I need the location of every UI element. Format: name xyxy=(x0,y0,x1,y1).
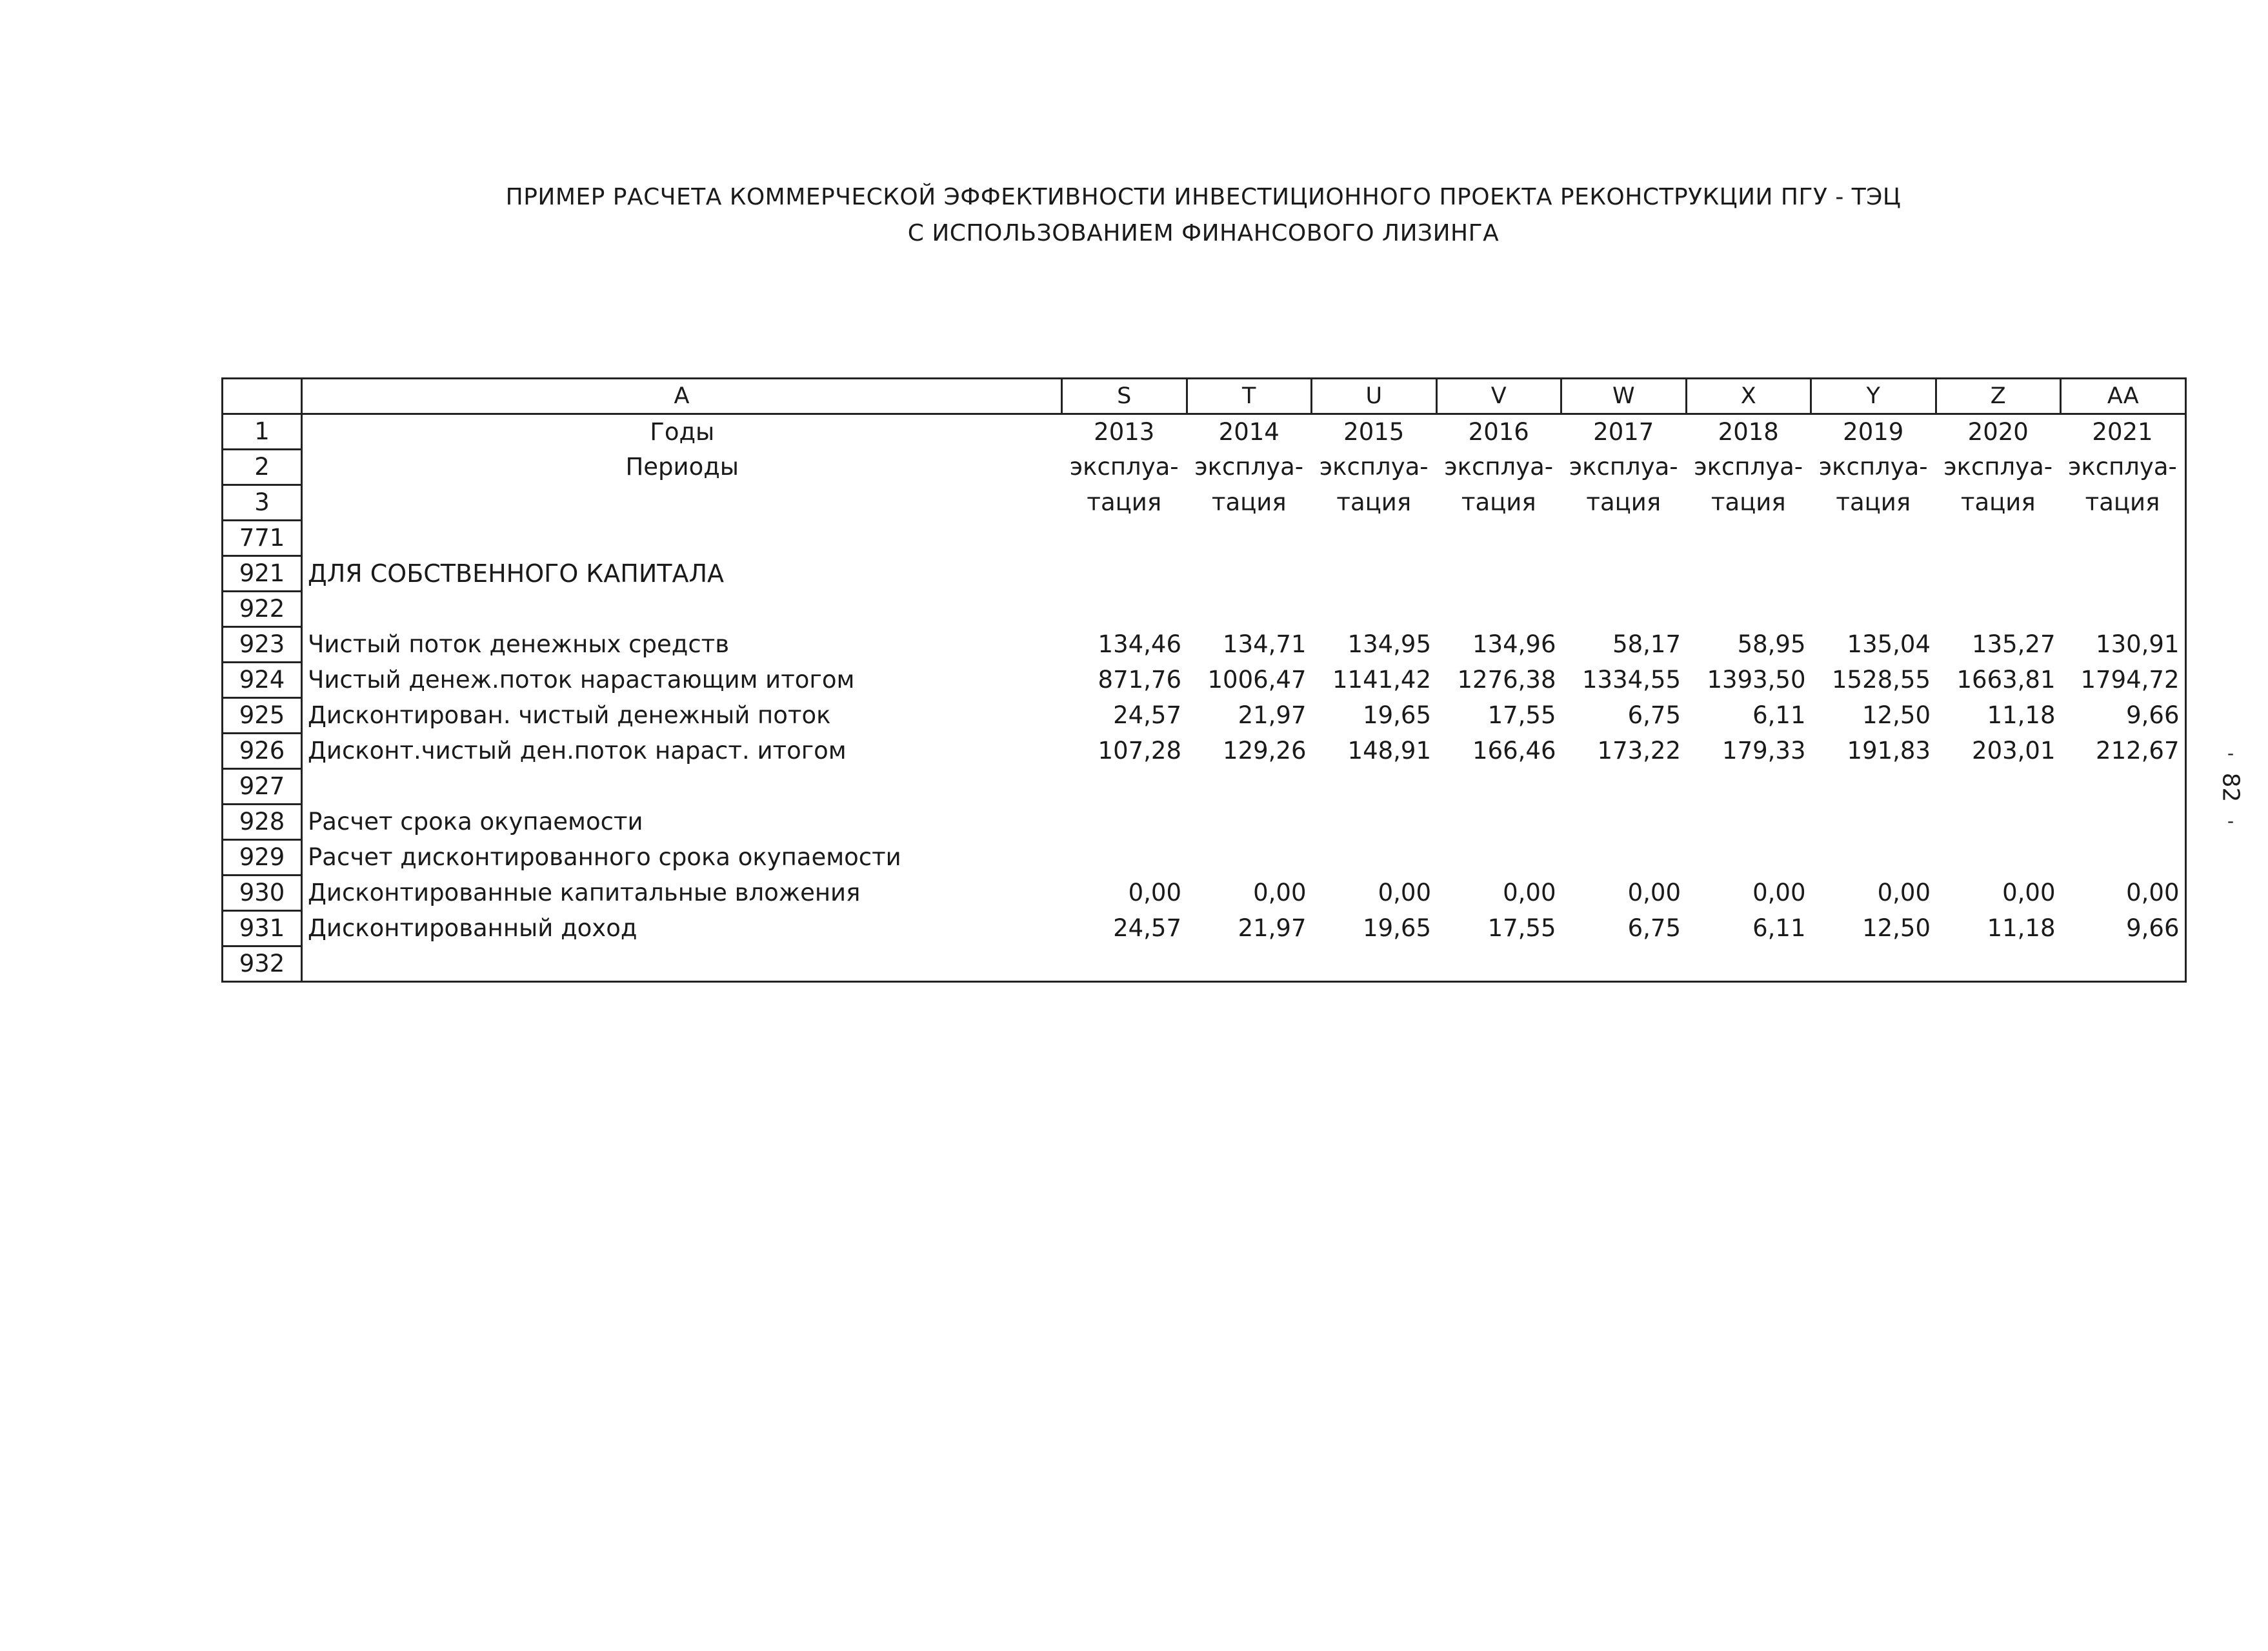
row-number: 2 xyxy=(223,450,302,485)
cell-value xyxy=(1187,946,1312,982)
cell-value xyxy=(1187,592,1312,627)
cell-value: 203,01 xyxy=(1972,737,2056,765)
row-label: Расчет дисконтированного срока окупаемости xyxy=(302,840,1062,876)
cell-value: 2015 xyxy=(1343,417,1405,446)
cell-value: 2014 xyxy=(1218,417,1280,446)
cell-value xyxy=(1686,805,1811,840)
cell-value: 21,97 xyxy=(1238,701,1307,729)
title-line-2: С ИСПОЛЬЗОВАНИЕМ ФИНАНСОВОГО ЛИЗИНГА xyxy=(907,220,1500,246)
row-number: 923 xyxy=(223,627,302,663)
cell-value: 1276,38 xyxy=(1457,666,1556,694)
column-header: AA xyxy=(2061,379,2186,414)
row-label: Дисконтирован. чистый денежный поток xyxy=(302,698,1062,734)
table-row xyxy=(223,734,2186,769)
cell-value xyxy=(1436,592,1561,627)
table-row xyxy=(223,698,2186,734)
row-label xyxy=(302,485,1062,521)
row-label: Дисконтированный доход xyxy=(302,911,1062,946)
row-number: 928 xyxy=(223,805,302,840)
row-number: 929 xyxy=(223,840,302,876)
column-header: Z xyxy=(1936,379,2061,414)
cell-value: эксплуа- xyxy=(1069,453,1179,481)
cell-value: 0,00 xyxy=(1503,879,1556,906)
cell-value: 191,83 xyxy=(1847,737,1931,765)
cell-value: 2017 xyxy=(1593,417,1654,446)
cell-value: 2020 xyxy=(1967,417,2029,446)
column-header: X xyxy=(1686,379,1811,414)
cell-value: тация xyxy=(1836,488,1911,516)
cell-value: 1006,47 xyxy=(1207,666,1307,694)
cell-value: 24,57 xyxy=(1113,914,1181,942)
cell-value xyxy=(1436,805,1561,840)
table-row xyxy=(223,840,2186,876)
cell-value xyxy=(1936,946,2061,982)
cell-value xyxy=(1936,769,2061,805)
cell-value xyxy=(1062,769,1187,805)
table-row xyxy=(223,876,2186,911)
column-header: U xyxy=(1312,379,1437,414)
cell-value: 12,50 xyxy=(1862,701,1931,729)
cell-value: тация xyxy=(1960,488,2036,516)
cell-value: 173,22 xyxy=(1597,737,1681,765)
cell-value: тация xyxy=(1087,488,1162,516)
cell-value: тация xyxy=(1461,488,1536,516)
table-row xyxy=(223,592,2186,627)
cell-value: 1528,55 xyxy=(1831,666,1931,694)
cell-value: 12,50 xyxy=(1862,914,1931,942)
column-header: V xyxy=(1436,379,1561,414)
cell-value xyxy=(1062,946,1187,982)
cell-value xyxy=(2061,840,2186,876)
cell-value: 6,11 xyxy=(1752,914,1806,942)
cell-value: эксплуа- xyxy=(1194,453,1304,481)
cell-value: тация xyxy=(2085,488,2160,516)
cell-value xyxy=(2061,592,2186,627)
row-label xyxy=(302,592,1062,627)
cell-value: 135,04 xyxy=(1847,630,1931,658)
cell-value: 24,57 xyxy=(1113,701,1181,729)
cell-value: 17,55 xyxy=(1487,914,1556,942)
cell-value xyxy=(1686,840,1811,876)
page-dash-top: - xyxy=(2227,742,2234,764)
cell-value xyxy=(1686,769,1811,805)
cell-value: 0,00 xyxy=(1877,879,1931,906)
table-row xyxy=(223,663,2186,698)
cell-value: 11,18 xyxy=(1987,914,2056,942)
cell-value: 135,27 xyxy=(1972,630,2056,658)
cell-value xyxy=(1312,769,1437,805)
cell-value xyxy=(1436,769,1561,805)
cell-value: 2013 xyxy=(1094,417,1155,446)
cell-value xyxy=(1561,592,1687,627)
cell-value xyxy=(1312,592,1437,627)
cell-value xyxy=(1062,521,1187,556)
cell-value: 107,28 xyxy=(1098,737,1181,765)
cell-value: 134,95 xyxy=(1347,630,1431,658)
cell-value: тация xyxy=(1711,488,1786,516)
cell-value xyxy=(1187,840,1312,876)
cell-value: 58,17 xyxy=(1612,630,1681,658)
cell-value xyxy=(1686,592,1811,627)
row-number: 3 xyxy=(223,485,302,521)
cell-value xyxy=(1936,840,2061,876)
cell-value xyxy=(1062,840,1187,876)
row-number: 921 xyxy=(223,556,302,592)
row-number: 771 xyxy=(223,521,302,556)
cell-value: 2018 xyxy=(1718,417,1779,446)
cell-value xyxy=(1811,946,1936,982)
table-body xyxy=(223,414,2186,982)
cell-value xyxy=(1936,556,2061,592)
cell-value xyxy=(1312,805,1437,840)
cell-value xyxy=(2061,556,2186,592)
cell-value: 21,97 xyxy=(1238,914,1307,942)
cell-value xyxy=(1062,556,1187,592)
cell-value xyxy=(1062,805,1187,840)
cell-value: 130,91 xyxy=(2096,630,2180,658)
column-header: T xyxy=(1187,379,1312,414)
row-label: ДЛЯ СОБСТВЕННОГО КАПИТАЛА xyxy=(302,556,1062,592)
title-line-1: ПРИМЕР РАСЧЕТА КОММЕРЧЕСКОЙ ЭФФЕКТИВНОСТИ ИНВЕСТИЦИОННОГО ПРОЕКТА РЕКОНСТРУКЦИИ ПГУ - ТЭЦ xyxy=(505,184,1902,210)
column-header: W xyxy=(1561,379,1687,414)
cell-value: 19,65 xyxy=(1363,701,1431,729)
cell-value xyxy=(1436,556,1561,592)
table-row xyxy=(223,769,2186,805)
row-number: 1 xyxy=(223,414,302,450)
cell-value: 0,00 xyxy=(2002,879,2056,906)
cell-value xyxy=(2061,805,2186,840)
column-header: Y xyxy=(1811,379,1936,414)
cell-value: 9,66 xyxy=(2126,701,2180,729)
cell-value: эксплуа- xyxy=(1943,453,2053,481)
cell-value: 6,11 xyxy=(1752,701,1806,729)
table-row xyxy=(223,414,2186,450)
table-row xyxy=(223,450,2186,485)
cell-value: эксплуа- xyxy=(1319,453,1429,481)
cell-value: 134,96 xyxy=(1472,630,1556,658)
cell-value xyxy=(1187,769,1312,805)
cell-value: 0,00 xyxy=(1128,879,1181,906)
cell-value: 0,00 xyxy=(2126,879,2180,906)
row-label xyxy=(302,946,1062,982)
cell-value xyxy=(1686,556,1811,592)
column-header xyxy=(223,379,302,414)
row-number: 932 xyxy=(223,946,302,982)
cell-value xyxy=(1436,946,1561,982)
cell-value: эксплуа- xyxy=(1444,453,1554,481)
cell-value: 1334,55 xyxy=(1581,666,1681,694)
cell-value xyxy=(1436,521,1561,556)
row-label: Дисконт.чистый ден.поток нараст. итогом xyxy=(302,734,1062,769)
cell-value xyxy=(1312,840,1437,876)
cell-value xyxy=(1187,556,1312,592)
cell-value: 1141,42 xyxy=(1332,666,1431,694)
cell-value xyxy=(1561,521,1687,556)
cell-value: тация xyxy=(1336,488,1412,516)
table-row xyxy=(223,521,2186,556)
cell-value: 871,76 xyxy=(1098,666,1181,694)
cell-value: 179,33 xyxy=(1722,737,1806,765)
cell-value: 0,00 xyxy=(1627,879,1681,906)
cell-value xyxy=(1811,769,1936,805)
cell-value: 129,26 xyxy=(1223,737,1307,765)
cell-value xyxy=(1686,946,1811,982)
row-label: Чистый поток денежных средств xyxy=(302,627,1062,663)
cell-value: 148,91 xyxy=(1347,737,1431,765)
row-label: Дисконтированные капитальные вложения xyxy=(302,876,1062,911)
row-label: Периоды xyxy=(302,450,1062,485)
cell-value: 6,75 xyxy=(1627,701,1681,729)
cell-value xyxy=(1561,946,1687,982)
cell-value xyxy=(1312,946,1437,982)
cell-value xyxy=(1561,556,1687,592)
cell-value xyxy=(1187,521,1312,556)
cell-value: 134,71 xyxy=(1223,630,1307,658)
page-dash-bottom: - xyxy=(2227,810,2234,832)
cell-value: эксплуа- xyxy=(1818,453,1928,481)
cell-value xyxy=(1187,805,1312,840)
column-header: A xyxy=(302,379,1062,414)
table-row xyxy=(223,556,2186,592)
cell-value: 2021 xyxy=(2092,417,2153,446)
cell-value xyxy=(1062,592,1187,627)
row-label: Чистый денеж.поток нарастающим итогом xyxy=(302,663,1062,698)
table-row xyxy=(223,485,2186,521)
side-page-number xyxy=(2208,723,2253,852)
cell-value xyxy=(1811,805,1936,840)
cell-value: тация xyxy=(1211,488,1287,516)
cell-value xyxy=(2061,521,2186,556)
table-row xyxy=(223,946,2186,982)
row-number: 930 xyxy=(223,876,302,911)
cell-value xyxy=(1686,521,1811,556)
row-number: 927 xyxy=(223,769,302,805)
row-label: Годы xyxy=(302,414,1062,450)
spreadsheet-table xyxy=(221,377,2187,983)
cell-value: 0,00 xyxy=(1378,879,1431,906)
cell-value: 58,95 xyxy=(1737,630,1806,658)
document-title xyxy=(0,179,2268,252)
cell-value: 2019 xyxy=(1843,417,1904,446)
cell-value: эксплуа- xyxy=(2068,453,2177,481)
table-row xyxy=(223,627,2186,663)
cell-value xyxy=(1312,556,1437,592)
row-number: 926 xyxy=(223,734,302,769)
cell-value xyxy=(1936,805,2061,840)
cell-value: 0,00 xyxy=(1253,879,1307,906)
cell-value: 1393,50 xyxy=(1707,666,1806,694)
cell-value: 1794,72 xyxy=(2080,666,2180,694)
cell-value: эксплуа- xyxy=(1694,453,1803,481)
cell-value: тация xyxy=(1586,488,1661,516)
cell-value: 19,65 xyxy=(1363,914,1431,942)
cell-value xyxy=(2061,946,2186,982)
cell-value xyxy=(1561,769,1687,805)
cell-value xyxy=(1312,521,1437,556)
cell-value: эксплуа- xyxy=(1569,453,1678,481)
column-header: S xyxy=(1062,379,1187,414)
table-row xyxy=(223,911,2186,946)
row-number: 922 xyxy=(223,592,302,627)
cell-value xyxy=(1561,805,1687,840)
cell-value: 134,46 xyxy=(1098,630,1181,658)
row-number: 924 xyxy=(223,663,302,698)
page-number: 82 xyxy=(2217,772,2244,802)
cell-value xyxy=(1811,556,1936,592)
cell-value xyxy=(1936,521,2061,556)
row-label xyxy=(302,521,1062,556)
cell-value xyxy=(2061,769,2186,805)
cell-value xyxy=(1561,840,1687,876)
cell-value: 2016 xyxy=(1468,417,1529,446)
row-label xyxy=(302,769,1062,805)
cell-value: 6,75 xyxy=(1627,914,1681,942)
cell-value xyxy=(1811,521,1936,556)
cell-value: 11,18 xyxy=(1987,701,2056,729)
cell-value: 1663,81 xyxy=(1956,666,2056,694)
column-header-row xyxy=(223,379,2186,414)
cell-value: 9,66 xyxy=(2126,914,2180,942)
row-number: 931 xyxy=(223,911,302,946)
row-label: Расчет срока окупаемости xyxy=(302,805,1062,840)
cell-value: 17,55 xyxy=(1487,701,1556,729)
row-number: 925 xyxy=(223,698,302,734)
cell-value xyxy=(1936,592,2061,627)
cell-value xyxy=(1436,840,1561,876)
cell-value: 0,00 xyxy=(1752,879,1806,906)
cell-value xyxy=(1811,592,1936,627)
cell-value: 212,67 xyxy=(2096,737,2180,765)
table-row xyxy=(223,805,2186,840)
cell-value xyxy=(1811,840,1936,876)
cell-value: 166,46 xyxy=(1472,737,1556,765)
